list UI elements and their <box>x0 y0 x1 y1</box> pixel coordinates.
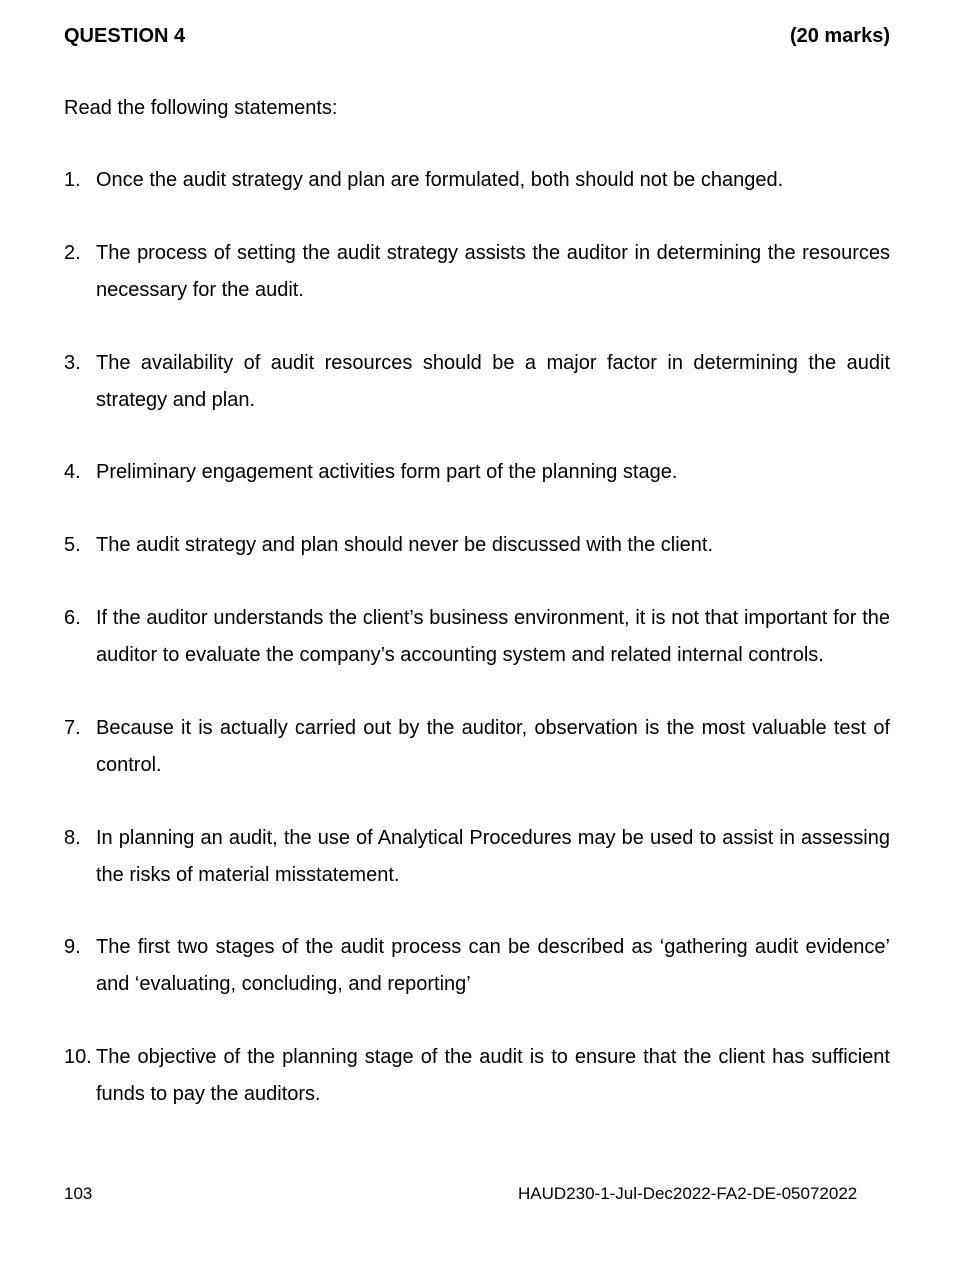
statement-text: The objective of the planning stage of the audit is to ensure that the client has sufficient funds to pay the auditors. <box>96 1046 890 1105</box>
statement-number: 7. <box>64 717 81 739</box>
statement-2 <box>64 235 890 309</box>
statement-9 <box>64 929 890 1003</box>
statement-text: The first two stages of the audit process can be described as ‘gathering audit evidence’ and ‘evaluating, concluding, and reporting’ <box>96 936 890 995</box>
statement-number: 4. <box>64 461 81 483</box>
statement-text: Because it is actually carried out by the auditor, observation is the most valuable test of control. <box>96 717 890 776</box>
statement-7 <box>64 710 890 784</box>
statement-number: 9. <box>64 936 81 958</box>
statement-5 <box>64 527 890 564</box>
statement-number: 1. <box>64 169 81 191</box>
statement-6 <box>64 600 890 674</box>
statement-number: 2. <box>64 242 81 264</box>
statement-10 <box>64 1039 890 1113</box>
statement-text: The availability of audit resources should be a major factor in determining the audit strategy and plan. <box>96 352 890 411</box>
question-title: QUESTION 4 <box>64 25 186 47</box>
statement-8 <box>64 820 890 894</box>
statement-number: 3. <box>64 352 81 374</box>
statement-4 <box>64 454 890 491</box>
statement-text: Preliminary engagement activities form part of the planning stage. <box>96 461 678 483</box>
intro-text: Read the following statements: <box>64 97 338 119</box>
statement-1 <box>64 162 890 199</box>
statement-text: If the auditor understands the client’s business environment, it is not that important for the auditor to evaluate the company’s accounting system and related internal controls. <box>96 607 890 666</box>
page-number: 103 <box>64 1184 93 1203</box>
statement-text: In planning an audit, the use of Analytical Procedures may be used to assist in assessing the risks of material misstatement. <box>96 827 890 886</box>
statement-3 <box>64 345 890 419</box>
statement-number: 8. <box>64 827 81 849</box>
statement-text: The audit strategy and plan should never be discussed with the client. <box>96 534 714 556</box>
question-marks: (20 marks) <box>789 25 890 47</box>
statement-text: Once the audit strategy and plan are formulated, both should not be changed. <box>96 169 784 191</box>
question-header <box>64 22 890 50</box>
statement-number: 10. <box>64 1046 92 1068</box>
statement-number: 6. <box>64 607 81 629</box>
statement-text: The process of setting the audit strategy assists the auditor in determining the resources necessary for the audit. <box>96 242 890 301</box>
document-code: HAUD230-1-Jul-Dec2022-FA2-DE-05072022 <box>518 1184 858 1203</box>
statement-number: 5. <box>64 534 81 556</box>
